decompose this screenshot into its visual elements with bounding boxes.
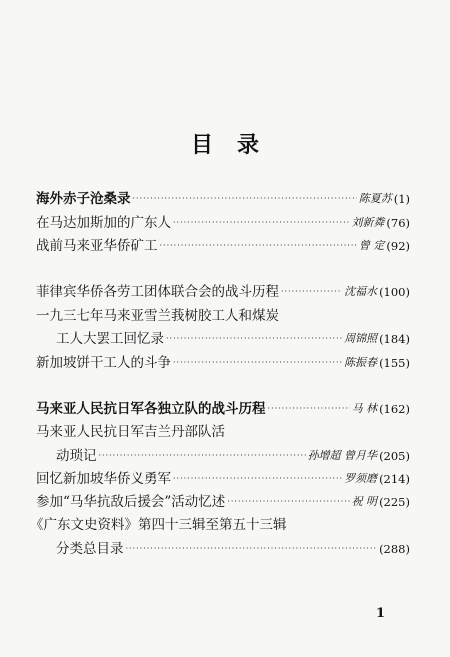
entry-page: (288) (379, 542, 410, 556)
entry-title: 马来亚人民抗日军各独立队的战斗历程 (36, 401, 266, 417)
toc-entry[interactable] (36, 235, 410, 257)
entry-title: 菲律宾华侨各劳工团体联合会的战斗历程 (36, 284, 279, 300)
leader-dots (173, 216, 349, 230)
entry-title-continued: 动琐记 (56, 448, 97, 464)
entry-title: 新加坡饼干工人的斗争 (36, 355, 171, 371)
entry-author: 罗须磨 (344, 472, 378, 485)
entry-title: 回忆新加坡华侨义勇军 (36, 471, 171, 487)
leader-dots (268, 402, 350, 416)
entry-title: 在马达加斯加的广东人 (36, 215, 171, 231)
toc-entry[interactable] (56, 328, 410, 350)
entry-page: (92) (386, 239, 410, 253)
entry-page: (100) (379, 285, 410, 299)
leader-dots (166, 332, 342, 346)
toc-entry-title-line1[interactable]: 一九三七年马来亚雪兰莪树胶工人和煤炭 (36, 308, 279, 324)
entry-title-continued: 工人大罢工回忆录 (56, 331, 164, 347)
page-title (0, 128, 450, 159)
toc-entry[interactable] (36, 212, 410, 234)
entry-author: 沈福水 (344, 285, 378, 298)
page-number: 1 (376, 606, 386, 621)
entry-title: 海外赤子沧桑录 (36, 191, 131, 207)
entry-page: (225) (379, 495, 410, 509)
leader-dots (281, 285, 342, 299)
leader-dots (133, 192, 357, 206)
entry-title-continued: 分类总目录 (56, 541, 124, 557)
toc-entry-title-line1[interactable]: 《广东文史资料》第四十三辑至第五十三辑 (30, 517, 287, 533)
toc-entry[interactable] (36, 281, 410, 303)
toc-entry[interactable] (36, 468, 410, 490)
entry-page: (1) (393, 192, 410, 206)
leader-dots (126, 542, 378, 556)
entry-page: (205) (379, 449, 410, 463)
entry-title: 战前马来亚华侨矿工 (36, 238, 158, 254)
entry-author: 曾 定 (358, 239, 385, 252)
toc-entry-title-line1[interactable]: 马来亚人民抗日军吉兰丹部队活 (36, 424, 225, 440)
leader-dots (173, 472, 342, 486)
entry-title: 参加“马华抗敌后援会”活动忆述 (36, 494, 226, 510)
entry-page: (214) (379, 472, 410, 486)
entry-page: (155) (379, 356, 410, 370)
leader-dots (160, 239, 357, 253)
entry-author: 陈振春 (344, 356, 378, 369)
title-char-1: 目 (190, 133, 213, 158)
toc-entry[interactable] (56, 538, 410, 560)
entry-author: 孙增超 曾月华 (307, 449, 378, 462)
entry-author: 祝 明 (351, 495, 378, 508)
entry-author: 刘新粦 (351, 216, 385, 229)
leader-dots (99, 449, 306, 463)
entry-author: 马 林 (351, 402, 378, 415)
entry-page: (184) (379, 332, 410, 346)
toc-entry[interactable] (36, 188, 410, 210)
entry-author: 陈夏苏 (358, 192, 392, 205)
title-char-2: 录 (237, 133, 260, 158)
toc-entry[interactable] (36, 352, 410, 374)
toc-entry[interactable] (36, 398, 410, 420)
leader-dots (173, 356, 342, 370)
leader-dots (227, 495, 349, 509)
toc-entry[interactable] (36, 491, 410, 513)
entry-author: 周锦照 (344, 332, 378, 345)
entry-page: (162) (379, 402, 410, 416)
entry-page: (76) (386, 216, 410, 230)
toc-entry[interactable] (56, 445, 410, 467)
